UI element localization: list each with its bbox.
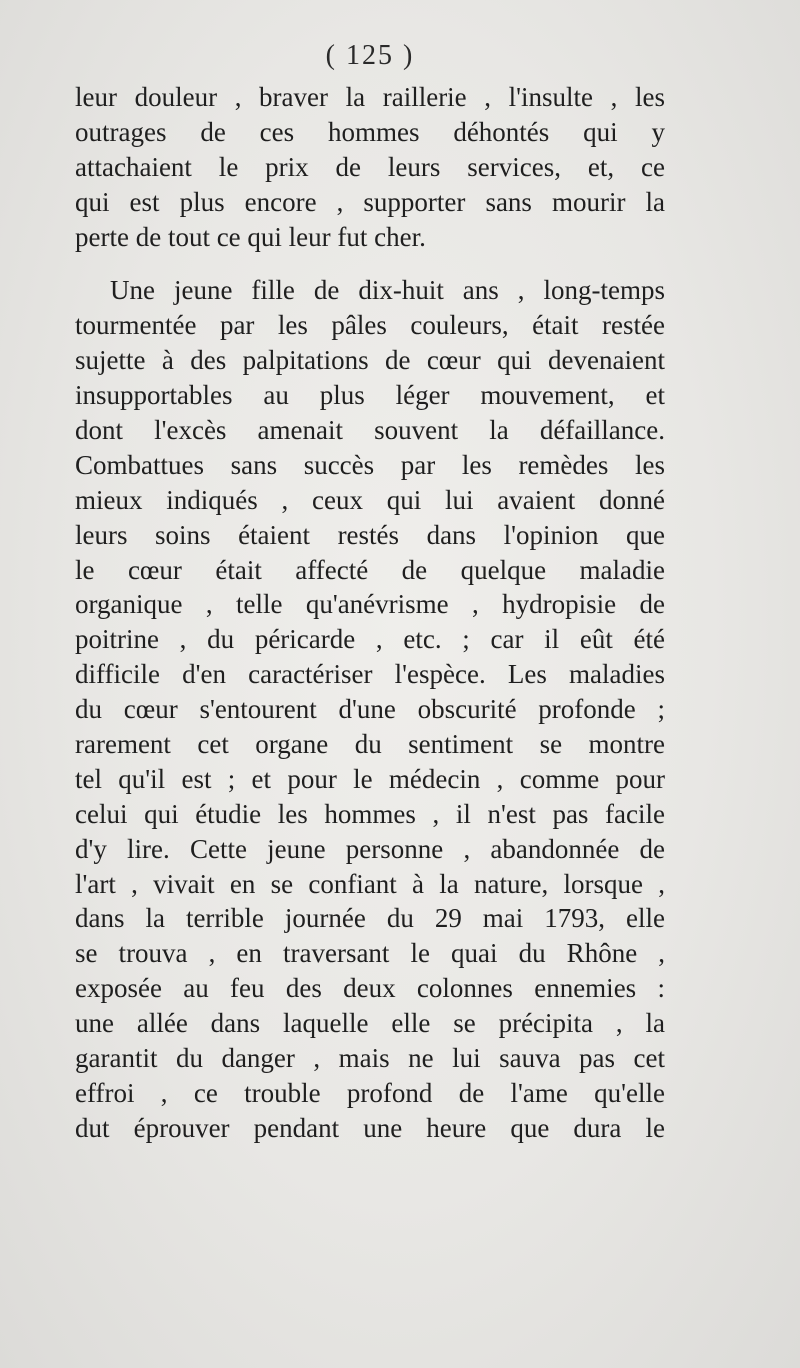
text-line: Une jeune fille de dix-huit ans , long-temps (110, 275, 665, 306)
paragraph (75, 80, 665, 254)
text-line: rarement cet organe du sentiment se montre (75, 729, 665, 760)
text-line: leur douleur , braver la raillerie , l'insulte , les (75, 82, 665, 112)
text-line: qui est plus encore , supporter sans mourir la (75, 186, 665, 217)
text-line: dont l'excès amenait souvent la défaillance. (75, 415, 665, 446)
text-line: mieux indiqués , ceux qui lui avaient donné (75, 484, 665, 515)
text-line: Combattues sans succès par les remèdes les (75, 449, 665, 480)
text-line: garantit du danger , mais ne lui sauva pas cet (75, 1043, 665, 1074)
text-line: d'y lire. Cette jeune personne , abandonnée de (75, 833, 665, 864)
text-line: celui qui étudie les hommes , il n'est pas facile (75, 798, 665, 829)
text-line: tel qu'il est ; et pour le médecin , comme pour (75, 763, 665, 794)
text-line: exposée au feu des deux colonnes ennemies : (75, 973, 665, 1004)
text-line: une allée dans laquelle elle se précipita , la (75, 1008, 665, 1039)
text-line: le cœur était affecté de quelque maladie (75, 554, 665, 585)
text-line: dut éprouver pendant une heure que dura le (75, 1112, 665, 1143)
text-line: se trouva , en traversant le quai du Rhône , (75, 938, 665, 969)
text-line: attachaient le prix de leurs services, et, ce (75, 151, 665, 182)
page-number: ( 125 ) (325, 40, 415, 71)
text-line: sujette à des palpitations de cœur qui devenaient (75, 345, 665, 376)
text-line: effroi , ce trouble profond de l'ame qu'elle (75, 1077, 665, 1108)
text-line: organique , telle qu'anévrisme , hydropisie de (75, 589, 665, 620)
paragraph (75, 273, 665, 1145)
text-line: insupportables au plus léger mouvement, et (75, 380, 665, 411)
text-line: outrages de ces hommes déhontés qui y (75, 116, 665, 147)
text-line: difficile d'en caractériser l'espèce. Les maladies (75, 659, 665, 690)
text-line: poitrine , du péricarde , etc. ; car il eût été (75, 624, 665, 655)
text-line: perte de tout ce qui leur fut cher. (75, 221, 426, 252)
text-line: dans la terrible journée du 29 mai 1793, elle (75, 903, 665, 934)
text-line: du cœur s'entourent d'une obscurité profonde ; (75, 694, 665, 725)
paragraph-gap (75, 254, 665, 273)
text-line: l'art , vivait en se confiant à la nature, lorsque , (75, 868, 665, 899)
text-line: tourmentée par les pâles couleurs, était restée (75, 310, 665, 341)
body-text (75, 80, 665, 1146)
text-line: leurs soins étaient restés dans l'opinion que (75, 519, 665, 550)
